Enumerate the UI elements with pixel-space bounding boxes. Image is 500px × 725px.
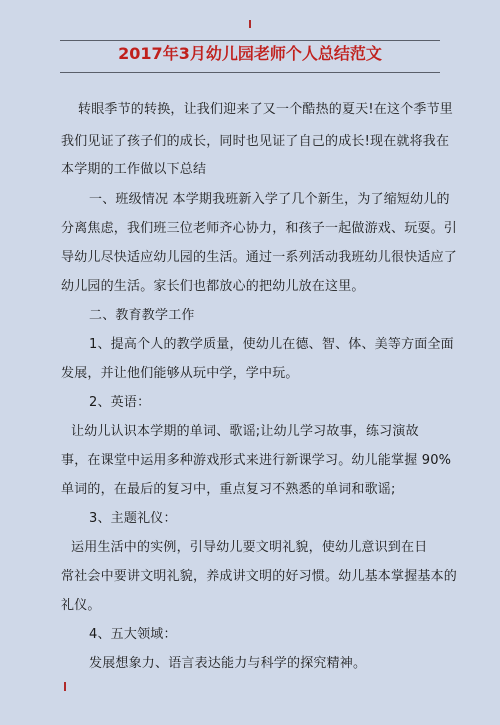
text-line: 运用生活中的实例，引导幼儿要文明礼貌，使幼儿意识到在日 (71, 540, 428, 555)
text-line: 二、教育教学工作 (89, 308, 195, 323)
text-line: 4、五大领域： (89, 627, 177, 642)
text-line: 单词的，在最后的复习中，重点复习不熟悉的单词和歌谣; (61, 482, 396, 497)
title-bottom-rule (60, 72, 440, 73)
text-line: 让幼儿认识本学期的单词、歌谣;让幼儿学习故事，练习演故 (71, 424, 419, 439)
title-top-rule (60, 40, 440, 41)
text-line: 分离焦虑，我们班三位老师齐心协力，和孩子一起做游戏、玩耍。引 (61, 221, 458, 236)
text-line: 1、提高个人的教学质量，使幼儿在德、智、体、美等方面全面 (89, 337, 454, 352)
text-line: 我们见证了孩子们的成长，同时也见证了自己的成长!现在就将我在 (61, 134, 450, 149)
text-line: 2、英语： (89, 395, 151, 410)
top-margin-mark (249, 20, 251, 28)
text-line: 幼儿园的生活。家长们也都放心的把幼儿放在这里。 (61, 279, 365, 294)
bottom-margin-mark (64, 682, 66, 691)
text-line: 发展想象力、语言表达能力与科学的探究精神。 (89, 656, 367, 671)
page-title: 2017年3月幼儿园老师个人总结范文 (118, 44, 382, 63)
text-line: 发展，并让他们能够从玩中学，学中玩。 (61, 366, 299, 381)
text-line: 转眼季节的转换，让我们迎来了又一个酷热的夏天!在这个季节里 (78, 102, 454, 117)
text-line: 本学期的工作做以下总结 (61, 162, 207, 177)
text-line: 一、班级情况 本学期我班新入学了几个新生，为了缩短幼儿的 (89, 192, 450, 207)
text-line: 礼仪。 (61, 598, 101, 613)
text-line: 3、主题礼仪： (89, 511, 177, 526)
text-line: 常社会中要讲文明礼貌，养成讲文明的好习惯。幼儿基本掌握基本的 (61, 569, 458, 584)
text-line: 导幼儿尽快适应幼儿园的生活。通过一系列活动我班幼儿很快适应了 (61, 250, 458, 265)
text-line: 事，在课堂中运用多种游戏形式来进行新课学习。幼儿能掌握 90% (61, 453, 452, 468)
